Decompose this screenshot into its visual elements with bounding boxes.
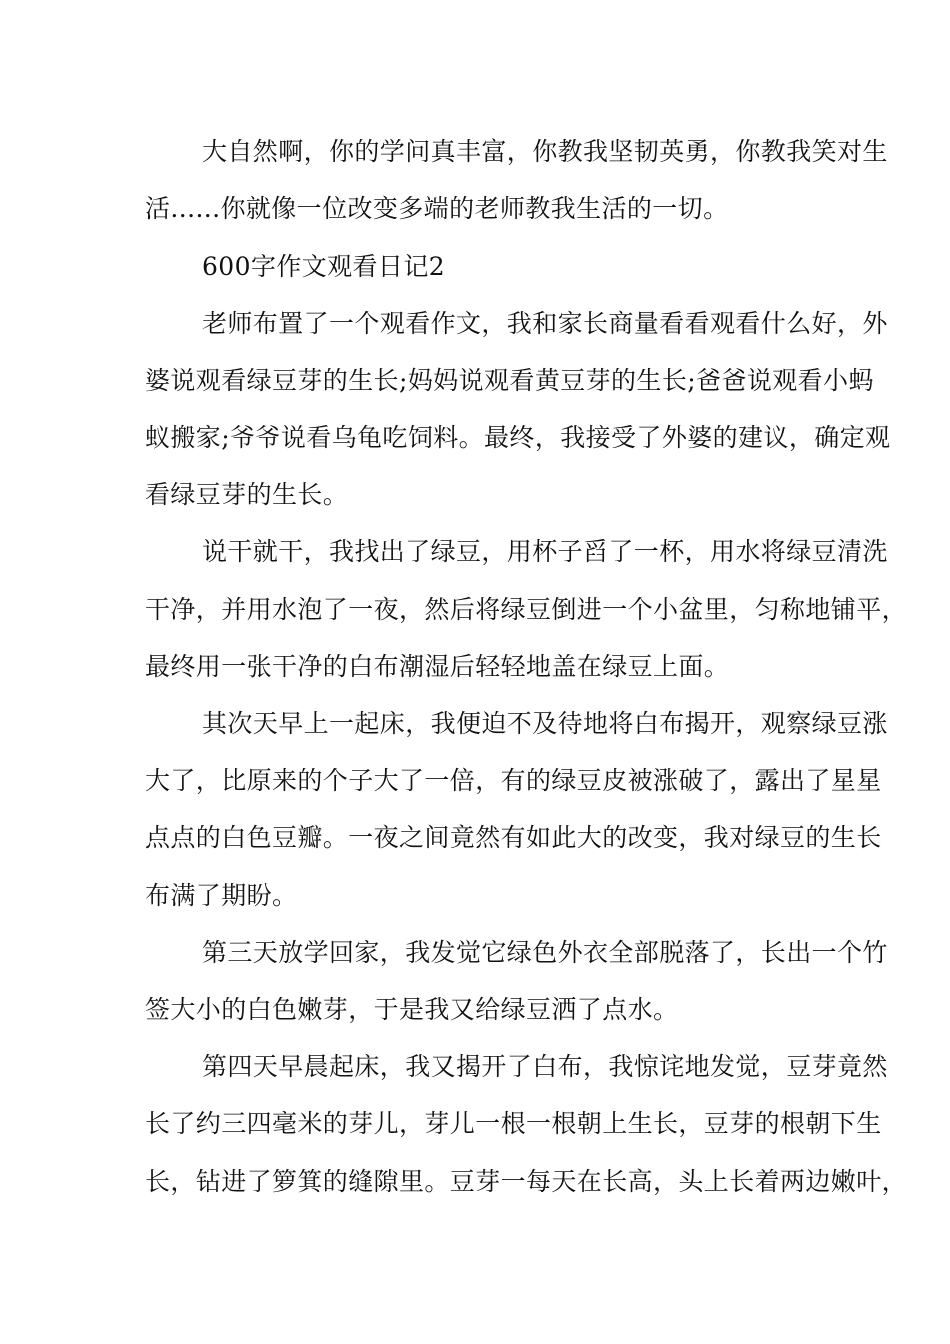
paragraph-line: 点点的白色豆瓣。一夜之间竟然有如此大的改变，我对绿豆的生长	[145, 823, 882, 852]
paragraph-line: 第三天放学回家，我发觉它绿色外衣全部脱落了，长出一个竹	[202, 938, 888, 967]
paragraph-line: 看绿豆芽的生长。	[145, 480, 349, 509]
paragraph-line: 活......你就像一位改变多端的老师教我生活的一切。	[145, 194, 729, 223]
paragraph-line: 婆说观看绿豆芽的生长;妈妈说观看黄豆芽的生长;爸爸说观看小蚂	[145, 366, 874, 395]
paragraph-line: 老师布置了一个观看作文，我和家长商量看看观看什么好，外	[202, 309, 888, 338]
paragraph-line: 蚁搬家;爷爷说看乌龟吃饲料。最终，我接受了外婆的建议，确定观	[145, 423, 891, 452]
paragraph-line: 长了约三四毫米的芽儿，芽儿一根一根朝上生长，豆芽的根朝下生	[145, 1109, 882, 1138]
paragraph-line: 布满了期盼。	[145, 881, 298, 910]
paragraph-line: 说干就干，我找出了绿豆，用杯子舀了一杯，用水将绿豆清洗	[202, 537, 888, 566]
paragraph-line: 长，钻进了箩箕的缝隙里。豆芽一每天在长高，头上长着两边嫩叶，	[145, 1167, 908, 1196]
paragraph-line: 大了，比原来的个子大了一倍，有的绿豆皮被涨破了，露出了星星	[145, 766, 882, 795]
paragraph-line: 其次天早上一起床，我便迫不及待地将白布揭开，观察绿豆涨	[202, 709, 888, 738]
paragraph-line: 大自然啊，你的学问真丰富，你教我坚韧英勇，你教我笑对生	[202, 137, 888, 166]
paragraph-line: 干净，并用水泡了一夜，然后将绿豆倒进一个小盆里，匀称地铺平，	[145, 595, 908, 624]
paragraph-line: 签大小的白色嫩芽，于是我又给绿豆洒了点水。	[145, 995, 679, 1024]
paragraph-line: 最终用一张干净的白布潮湿后轻轻地盖在绿豆上面。	[145, 652, 730, 681]
section-heading: 600字作文观看日记2	[202, 252, 446, 281]
paragraph-line: 第四天早晨起床，我又揭开了白布，我惊诧地发觉，豆芽竟然	[202, 1052, 888, 1081]
